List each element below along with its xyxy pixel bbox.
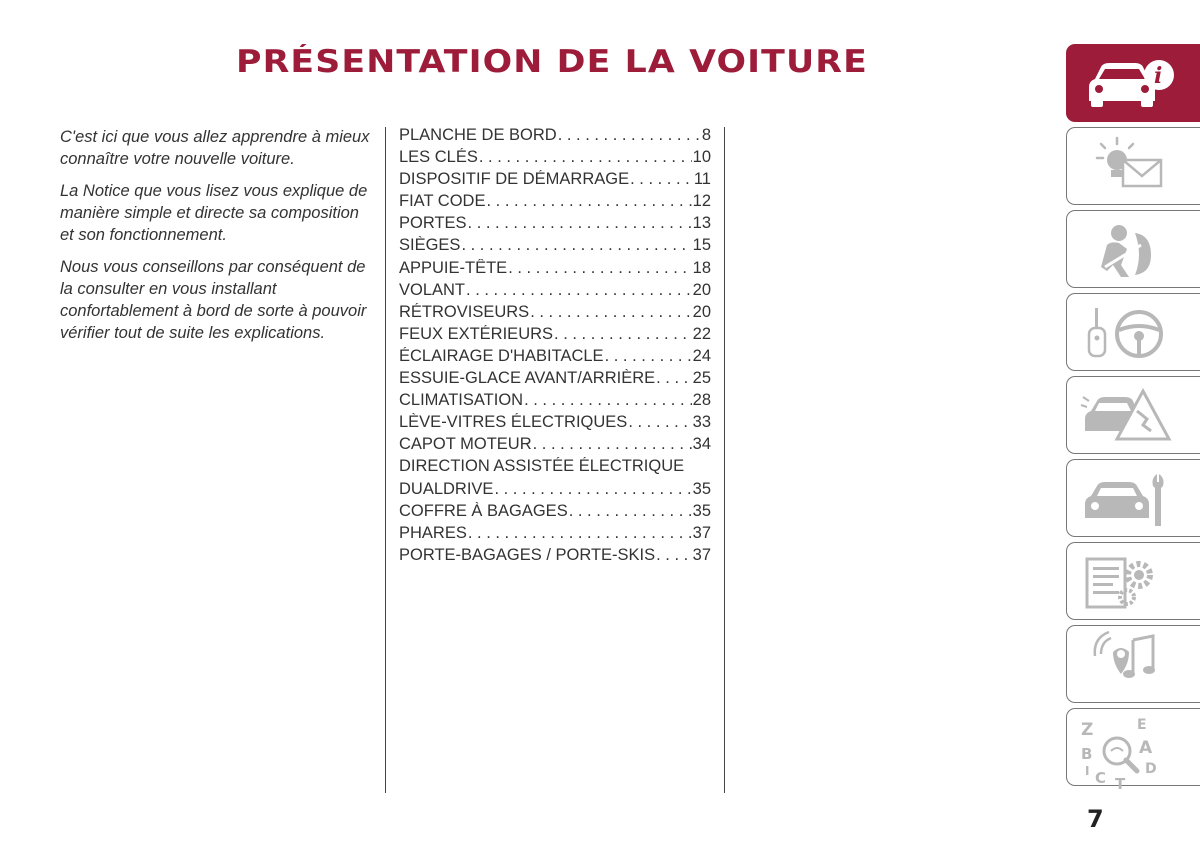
page-title: PRÉSENTATION DE LA VOITURE (236, 44, 868, 80)
column-divider-right (724, 127, 725, 793)
toc-leader-dots (554, 325, 692, 344)
index-letter: D (1145, 761, 1157, 777)
car-info-icon (1077, 49, 1187, 117)
toc-leader-dots (530, 303, 691, 322)
intro-paragraph: La Notice que vous lisez vous explique de manière simple et directe sa composition et son fonctionnement. (60, 182, 368, 244)
toc-entry[interactable] (399, 546, 711, 568)
toc-leader-dots (656, 369, 692, 388)
toc-entry[interactable] (399, 259, 711, 281)
toc-leader-dots (508, 259, 691, 278)
tab-warning-lights[interactable] (1066, 127, 1200, 205)
toc-entry[interactable] (399, 391, 711, 413)
toc-entry-page: 20 (692, 280, 711, 299)
toc-entry-page: 20 (692, 302, 711, 321)
svg-text:I: I (1085, 764, 1090, 778)
toc-entry[interactable] (399, 170, 711, 192)
index-letter: T (1115, 775, 1126, 791)
toc-entry-label: FIAT CODE (399, 192, 486, 211)
toc-entry-label: LÈVE-VITRES ÉLECTRIQUES (399, 413, 628, 432)
toc-leader-dots (486, 192, 691, 211)
toc-entry[interactable] (399, 347, 711, 369)
emergency-icon (1077, 381, 1187, 449)
toc-entry-label: DUALDRIVE (399, 479, 494, 498)
toc-leader-dots (630, 170, 693, 189)
toc-entry-page: 12 (692, 192, 711, 211)
index-letter: A (1139, 738, 1153, 758)
toc-leader-dots (605, 347, 692, 366)
toc-entry[interactable] (399, 369, 711, 391)
intro-paragraph: Nous vous conseillons par conséquent de la consulter en vous installant confortablement à bord de sorte à pouvoir vérifier tout de suite les explications. (60, 258, 367, 342)
toc-entry[interactable] (399, 524, 711, 546)
toc-entry[interactable] (399, 480, 711, 502)
toc-entry-label: COFFRE À BAGAGES (399, 501, 568, 520)
tab-index[interactable] (1066, 708, 1200, 791)
toc-entry-page: 37 (692, 523, 711, 542)
toc-entry-label: CAPOT MOTEUR (399, 435, 532, 454)
toc-entry-label: PORTES (399, 214, 467, 233)
toc-entry-page: 34 (692, 435, 711, 454)
toc-entry-page: 11 (693, 170, 711, 189)
tab-maintenance[interactable] (1066, 459, 1200, 537)
intro-text (60, 126, 370, 354)
toc-leader-dots (494, 480, 691, 499)
tab-technical-data[interactable] (1066, 542, 1200, 620)
maintenance-icon (1077, 464, 1187, 532)
index-icon (1077, 713, 1187, 791)
toc-entry-page: 13 (692, 214, 711, 233)
toc-entry-label: PLANCHE DE BORD (399, 126, 557, 144)
toc-entry-page: 22 (692, 324, 711, 343)
toc-entry-label: PORTE-BAGAGES / PORTE-SKIS (399, 545, 656, 564)
toc-leader-dots (533, 435, 692, 454)
tab-starting-driving[interactable] (1066, 293, 1200, 371)
toc-entry[interactable] (399, 435, 711, 457)
toc-entry[interactable] (399, 502, 711, 524)
toc-entry-label: APPUIE-TÊTE (399, 258, 508, 277)
toc-entry-label: ÉCLAIRAGE D'HABITACLE (399, 346, 604, 365)
toc-entry[interactable] (399, 325, 711, 347)
toc-entry[interactable] (399, 281, 711, 303)
toc-leader-dots (628, 413, 691, 432)
toc-entry-label: RÉTROVISEURS (399, 302, 530, 321)
toc-entry-page: 24 (692, 346, 711, 365)
toc-leader-dots (569, 502, 692, 521)
toc-entry-label: CLIMATISATION (399, 391, 524, 410)
toc-entry-page: 28 (692, 391, 711, 410)
toc-leader-dots (558, 126, 701, 145)
index-letter: E (1137, 717, 1147, 733)
toc-entry-page: 37 (692, 545, 711, 564)
toc-entry-label: LES CLÉS (399, 148, 478, 167)
safety-airbag-icon (1077, 215, 1187, 283)
toc-entry-page: 8 (701, 126, 711, 144)
toc-entry-page: 35 (692, 479, 711, 498)
toc-entry[interactable] (399, 192, 711, 214)
toc-leader-dots (479, 148, 692, 167)
index-letter: C (1095, 769, 1107, 787)
toc-entry-label: PHARES (399, 523, 467, 542)
tab-emergency[interactable] (1066, 376, 1200, 454)
multimedia-icon (1077, 630, 1187, 698)
toc-entry-label: SIÈGES (399, 236, 461, 255)
table-of-contents (399, 126, 711, 568)
toc-entry-page: 35 (692, 501, 711, 520)
technical-data-icon (1077, 547, 1187, 615)
toc-entry[interactable] (399, 236, 711, 258)
toc-entry[interactable] (399, 303, 711, 325)
toc-entry-page: 15 (692, 236, 711, 255)
toc-entry-page: 18 (692, 258, 711, 277)
toc-leader-dots (524, 391, 692, 410)
toc-entry[interactable] (399, 214, 711, 236)
toc-entry-page: 25 (692, 369, 711, 388)
toc-entry-page: 33 (692, 413, 711, 432)
toc-entry-label: FEUX EXTÉRIEURS (399, 324, 554, 343)
svg-text:i: i (1154, 63, 1163, 89)
toc-entry[interactable] (399, 457, 711, 479)
intro-paragraph: C'est ici que vous allez apprendre à mieux connaître votre nouvelle voiture. (60, 128, 370, 168)
toc-leader-dots (468, 214, 692, 233)
tab-multimedia[interactable] (1066, 625, 1200, 703)
toc-leader-dots (466, 281, 692, 300)
index-letter: Z (1081, 720, 1094, 740)
toc-leader-dots (656, 546, 692, 565)
toc-entry[interactable] (399, 148, 711, 170)
tab-safety[interactable] (1066, 210, 1200, 288)
index-letter: B (1081, 745, 1093, 763)
toc-entry-page: 10 (692, 148, 711, 167)
toc-entry[interactable] (399, 126, 711, 148)
toc-leader-dots (461, 236, 691, 255)
page-number: 7 (1087, 805, 1104, 833)
toc-leader-dots (468, 524, 692, 543)
toc-entry-label: DISPOSITIF DE DÉMARRAGE (399, 170, 630, 189)
key-steering-wheel-icon (1077, 298, 1187, 366)
warning-lights-icon (1077, 132, 1187, 200)
toc-entry-label: ESSUIE-GLACE AVANT/ARRIÈRE (399, 369, 656, 388)
column-divider-left (385, 127, 386, 793)
toc-entry-label: DIRECTION ASSISTÉE ÉLECTRIQUE (399, 457, 685, 476)
tab-presentation[interactable] (1066, 44, 1200, 122)
toc-entry-label: VOLANT (399, 280, 466, 299)
toc-entry[interactable] (399, 413, 711, 435)
